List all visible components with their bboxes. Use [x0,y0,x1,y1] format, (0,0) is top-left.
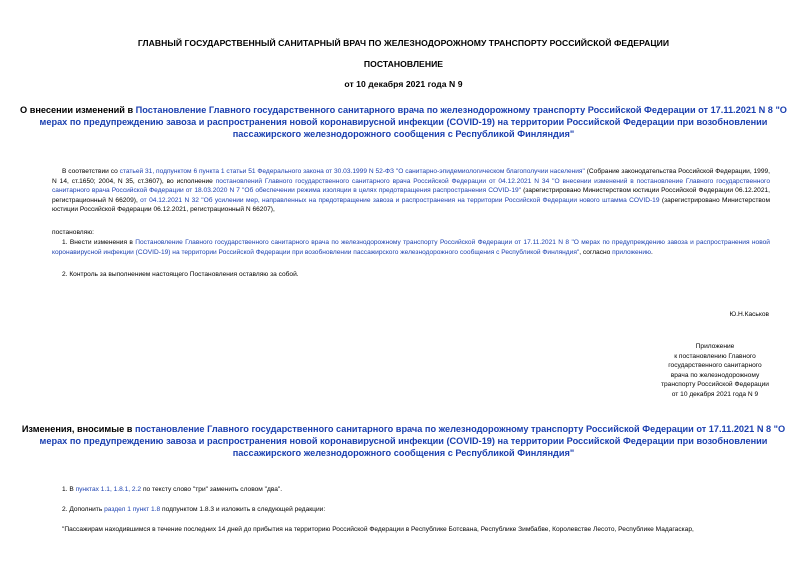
item-1-link-decree[interactable]: Постановление Главного государственного санитарного врача по железнодорожному транспорту Российской Федерации от 17.11.2021 N 8 "О мерах по предупреждению завоза и распространения новой коронавирусной инфекции (COVID-19) на территории Российской Федерации при возобновлении пассажирского железнодорожного сообщения с Республикой Финляндия" [52,239,770,256]
appendix-block [660,342,770,399]
appendix-line-1: Приложение [695,343,735,350]
signature: Ю.Н.Каськов [729,311,769,318]
decree-word: постановляю: [52,229,95,236]
quoted-text: "Пассажирам находившимся в течение последних 14 дней до прибытия на территорию Российской Федерации в Республике Ботсвана, Республике Зимбабве, Королевстве Лесото, Республике Мадагаскар, [62,526,694,533]
appendix-line-2: к постановлению Главного [674,352,756,360]
change-2 [52,505,770,515]
change-2-text-1: 2. Дополнить [62,506,105,513]
item-1-text-2: , согласно [579,248,613,256]
change-2-text-2: подпунктом 1.8.3 и изложить в следующей редакции: [160,506,326,513]
preamble-link-decree-34[interactable]: постановлений Главного государственного санитарного врача Российской Федерации от 04.12.2021 N 34 "О внесении изменений в постановление Главного государственного санитарного врача Российской Федерации от 18.03.2020 N 7 "Об обеспечении режима изоляции в целях предотвращения распространения COVID-19" [52,177,770,195]
change-1 [52,485,770,495]
appendix-line-5: транспорту Российской Федерации [661,381,769,388]
preamble-paragraph [52,167,770,215]
item-1 [52,238,770,257]
document-type: ПОСТАНОВЛЕНИЕ [363,59,444,69]
title-link[interactable]: Постановление Главного государственного санитарного врача по железнодорожному транспорту Российской Федерации от 17.11.2021 N 8 "О мерах по предупреждению завоза и распространения новой коронавирусной инфекции (COVID-19) на территории Российской Федерации при возобновлении пассажирского железнодорожного сообщения с Республикой Финляндия" [39,105,787,139]
issuing-authority: ГЛАВНЫЙ ГОСУДАРСТВЕННЫЙ САНИТАРНЫЙ ВРАЧ ПО ЖЕЛЕЗНОДОРОЖНОМУ ТРАНСПОРТУ РОССИЙСКОЙ ФЕДЕРАЦИИ [137,38,670,48]
item-1-text-1: 1. Внести изменения в [62,239,136,246]
change-1-link-points[interactable]: пунктах 1.1, 1.8.1, 2.2 [75,486,142,493]
item-2: 2. Контроль за выполнением настоящего Постановления оставляю за собой. [62,271,299,278]
appendix-line-6: от 10 декабря 2021 года N 9 [671,390,759,398]
appendix-line-4: врача по железнодорожному [670,371,760,379]
preamble-text-3: (зарегистрировано Министерством юстиции Российской Федерации 06.12.2021, регистрационный N 66209), [52,187,770,204]
preamble-link-decree-32[interactable]: от 04.12.2021 N 32 "Об усилении мер, направленных на предотвращение завоза и распространения на территории Российской Федерации нового штамма COVID-19 [140,196,660,204]
change-1-text-1: 1. В [62,486,76,493]
change-2-link-section[interactable]: раздел 1 пункт 1.8 [104,506,161,513]
preamble-text-4: (зарегистрировано Министерством юстиции Российской Федерации 06.12.2021, регистрационный N 66207), [52,196,771,214]
title-prefix: О внесении изменений в [20,105,136,115]
appendix-line-3: государственного санитарного [668,362,762,369]
changes-title-prefix: Изменения, вносимые в [21,424,135,434]
changes-title-link[interactable]: постановление Главного государственного санитарного врача по железнодорожному транспорту Российской Федерации от 17.11.2021 N 8 "О мерах по предупреждению завоза и распространения новой коронавирусной инфекции (COVID-19) на территории Российской Федерации при возобновлении пассажирского железнодорожного сообщения с Республикой Финляндия" [39,424,786,458]
item-1-text-3: . [650,248,653,256]
change-1-text-2: по тексту слово "три" заменить словом "два". [141,486,283,493]
preamble-link-law[interactable]: статьей 31, подпунктом 6 пункта 1 статьи 51 Федерального закона от 30.03.1999 N 52-ФЗ "О санитарно-эпидемиологическом благополучии населения" [119,168,585,175]
changes-title [18,423,789,459]
preamble-text-1: В соответствии со [62,168,120,175]
document-title [18,104,789,140]
preamble-text-2: (Собрание законодательства Российской Федерации, 1999, N 14, ст.1650; 2004, N 35, ст.3607), во исполнение [52,168,771,185]
item-1-link-appendix[interactable]: приложению [612,248,651,256]
document-date-number: от 10 декабря 2021 года N 9 [344,79,463,89]
